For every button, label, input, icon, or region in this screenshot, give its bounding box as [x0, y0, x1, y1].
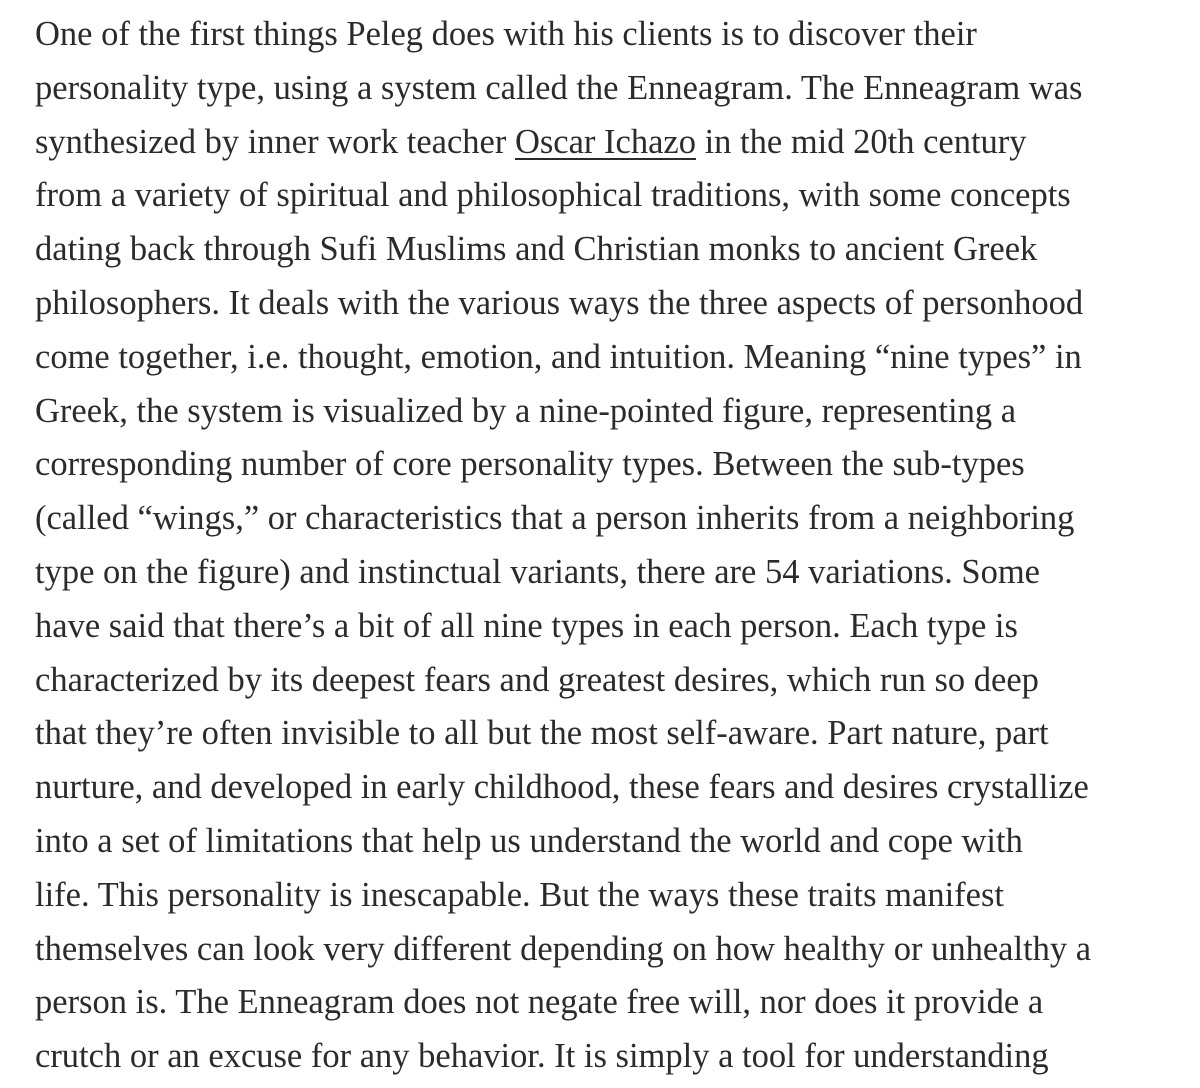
paragraph-line: have said that there’s a bit of all nine types in each person. Each type is	[35, 606, 1018, 645]
article-paragraph	[35, 8, 1185, 1084]
paragraph-line: that they’re often invisible to all but the most self-aware. Part nature, part	[35, 714, 1049, 753]
paragraph-line: life. This personality is inescapable. But the ways these traits manifest	[35, 875, 1004, 914]
paragraph-line: personality type, using a system called the Enneagram. The Enneagram was	[35, 68, 1083, 107]
paragraph-line: nurture, and developed in early childhood, these fears and desires crystallize	[35, 768, 1089, 807]
paragraph-line: come together, i.e. thought, emotion, and intuition. Meaning “nine types” in	[35, 337, 1082, 376]
paragraph-line	[35, 116, 1185, 170]
paragraph-line: into a set of limitations that help us understand the world and cope with	[35, 821, 1023, 860]
paragraph-line: from a variety of spiritual and philosophical traditions, with some concepts	[35, 176, 1071, 215]
oscar-ichazo-link[interactable]: Oscar Ichazo	[514, 122, 696, 161]
line-text: synthesized by inner work teacher	[35, 122, 515, 161]
paragraph-line: dating back through Sufi Muslims and Christian monks to ancient Greek	[35, 230, 1038, 269]
paragraph-line: One of the first things Peleg does with his clients is to discover their	[35, 15, 977, 53]
paragraph-line: corresponding number of core personality types. Between the sub-types	[35, 445, 1025, 484]
paragraph-line: philosophers. It deals with the various ways the three aspects of personhood	[35, 283, 1084, 322]
paragraph-line: type on the figure) and instinctual variants, there are 54 variations. Some	[35, 552, 1040, 591]
paragraph-line: characterized by its deepest fears and greatest desires, which run so deep	[35, 660, 1039, 699]
paragraph-line: themselves can look very different depending on how healthy or unhealthy a	[35, 929, 1092, 968]
paragraph-line: (called “wings,” or characteristics that a person inherits from a neighboring	[35, 499, 1075, 538]
paragraph-line: Greek, the system is visualized by a nine-pointed figure, representing a	[35, 391, 1017, 430]
paragraph-line: person is. The Enneagram does not negate free will, nor does it provide a	[35, 983, 1044, 1022]
paragraph-line: crutch or an excuse for any behavior. It is simply a tool for understanding	[35, 1037, 1049, 1076]
line-text: in the mid 20th century	[695, 122, 1027, 161]
